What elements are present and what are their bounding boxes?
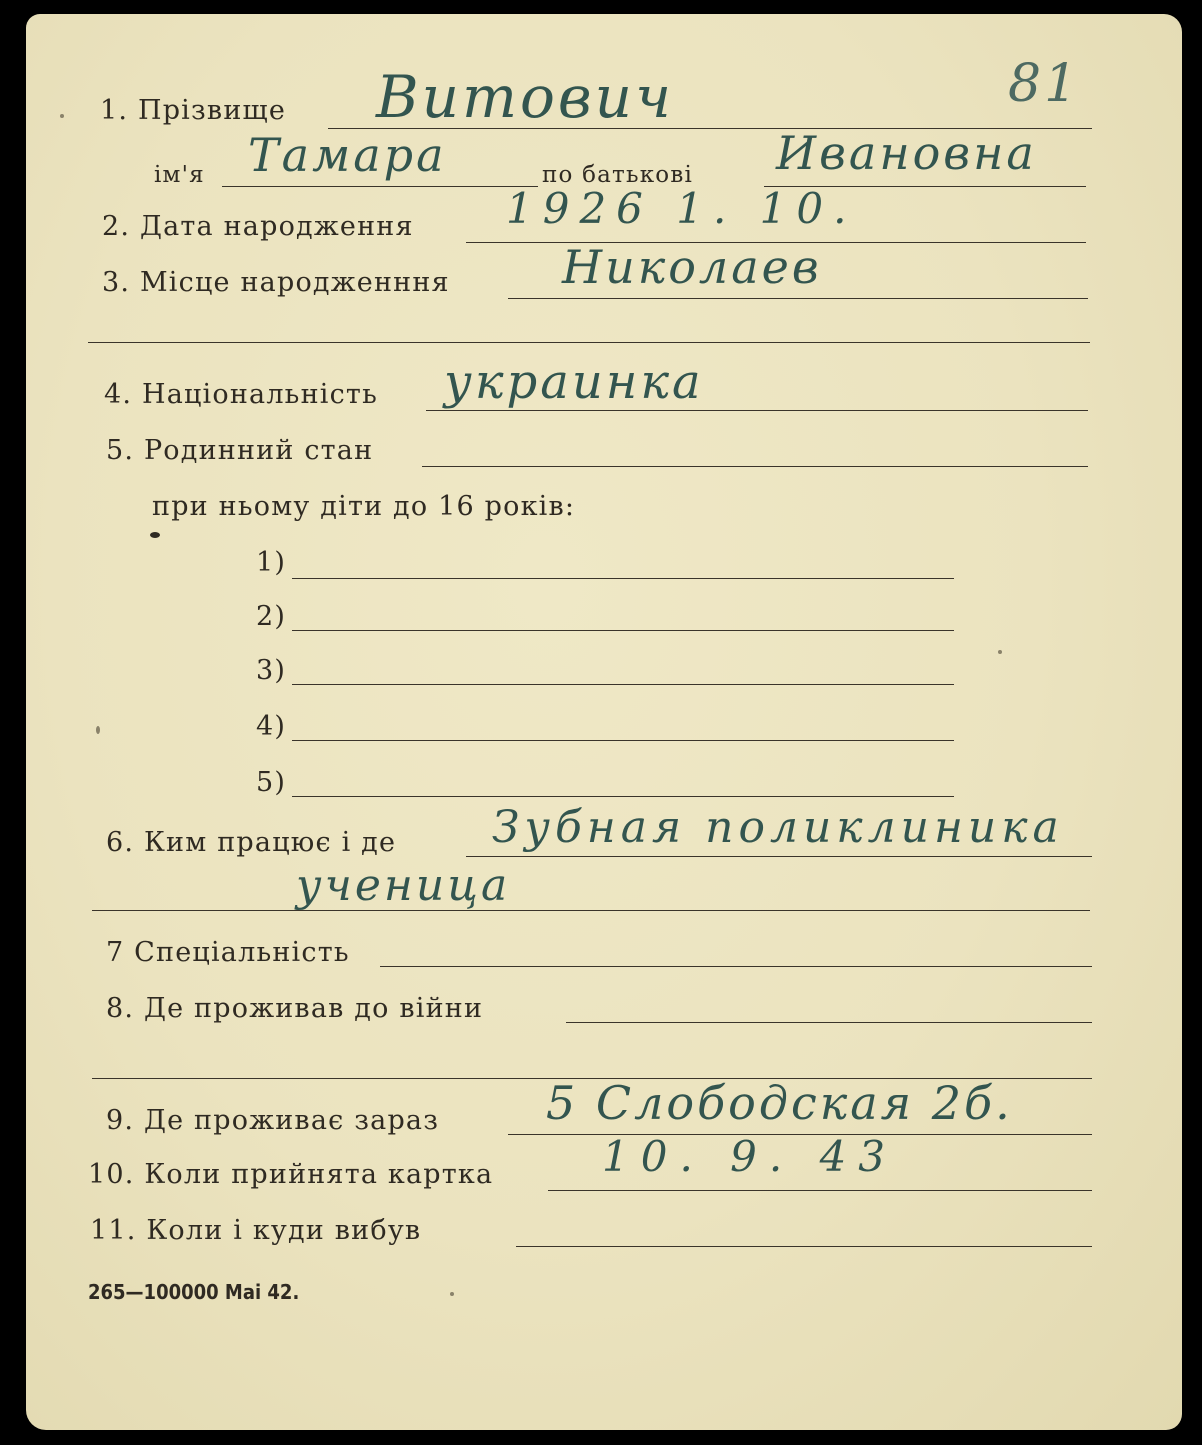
workplace-line-2 [92, 910, 1090, 911]
children-heading: при ньому діти до 16 років: [152, 491, 576, 522]
paper-speck [96, 726, 100, 734]
surname-label: 1. Прізвище [100, 95, 287, 126]
corner-number: 81 [1008, 54, 1081, 114]
child-4-line [292, 740, 954, 741]
child-2-label: 2) [256, 601, 287, 632]
nationality-value: украинка [444, 354, 704, 410]
workplace-label: 6. Ким працює і де [106, 827, 397, 858]
prewar-residence-line [566, 1022, 1092, 1023]
birth-place-line [508, 298, 1088, 299]
paper-speck [450, 1292, 454, 1296]
card-accepted-label: 10. Коли прийнята картка [88, 1159, 494, 1190]
nationality-line [426, 410, 1088, 411]
departed-line [516, 1246, 1092, 1247]
birth-date-value: 1926 1. 10. [506, 184, 857, 233]
specialty-line [380, 966, 1092, 967]
paper-speck [998, 650, 1002, 654]
specialty-label: 7 Спеціальність [106, 937, 350, 968]
birth-place-line-2 [88, 342, 1090, 343]
card-accepted-value: 10. 9. 43 [602, 1132, 898, 1181]
departed-label: 11. Коли і куди вибув [90, 1215, 422, 1246]
birth-date-label: 2. Дата народження [102, 211, 414, 242]
child-3-line [292, 684, 954, 685]
child-4-label: 4) [256, 711, 287, 742]
child-5-label: 5) [256, 767, 287, 798]
paper-speck [60, 114, 64, 118]
child-2-line [292, 630, 954, 631]
prewar-residence-label: 8. Де проживав до війни [106, 993, 484, 1024]
marital-status-line [422, 466, 1088, 467]
current-residence-value: 5 Слободская 2б. [546, 1076, 1013, 1130]
paper-speck [150, 532, 160, 538]
print-run-footer: 265—100000 Mai 42. [88, 1280, 300, 1304]
birth-place-value: Николаев [562, 240, 822, 294]
child-1-line [292, 578, 954, 579]
name-value: Тамара [248, 128, 447, 182]
child-5-line [292, 796, 954, 797]
current-residence-label: 9. Де проживає зараз [106, 1105, 440, 1136]
card-accepted-line [548, 1190, 1092, 1191]
child-3-label: 3) [256, 655, 287, 686]
workplace-line [466, 856, 1092, 857]
patronymic-label: по батькові [542, 162, 694, 188]
surname-value: Витович [376, 63, 675, 131]
registration-card [26, 14, 1182, 1430]
birth-place-label: 3. Місце народженння [102, 267, 450, 298]
workplace-value-1: Зубная поликлиника [492, 802, 1064, 853]
workplace-value-2: ученица [296, 860, 511, 911]
nationality-label: 4. Національність [104, 379, 378, 410]
marital-status-label: 5. Родинний стан [106, 435, 374, 466]
patronymic-value: Ивановна [776, 126, 1037, 180]
name-label: ім'я [154, 162, 205, 188]
name-line [222, 186, 538, 187]
child-1-label: 1) [256, 547, 287, 578]
